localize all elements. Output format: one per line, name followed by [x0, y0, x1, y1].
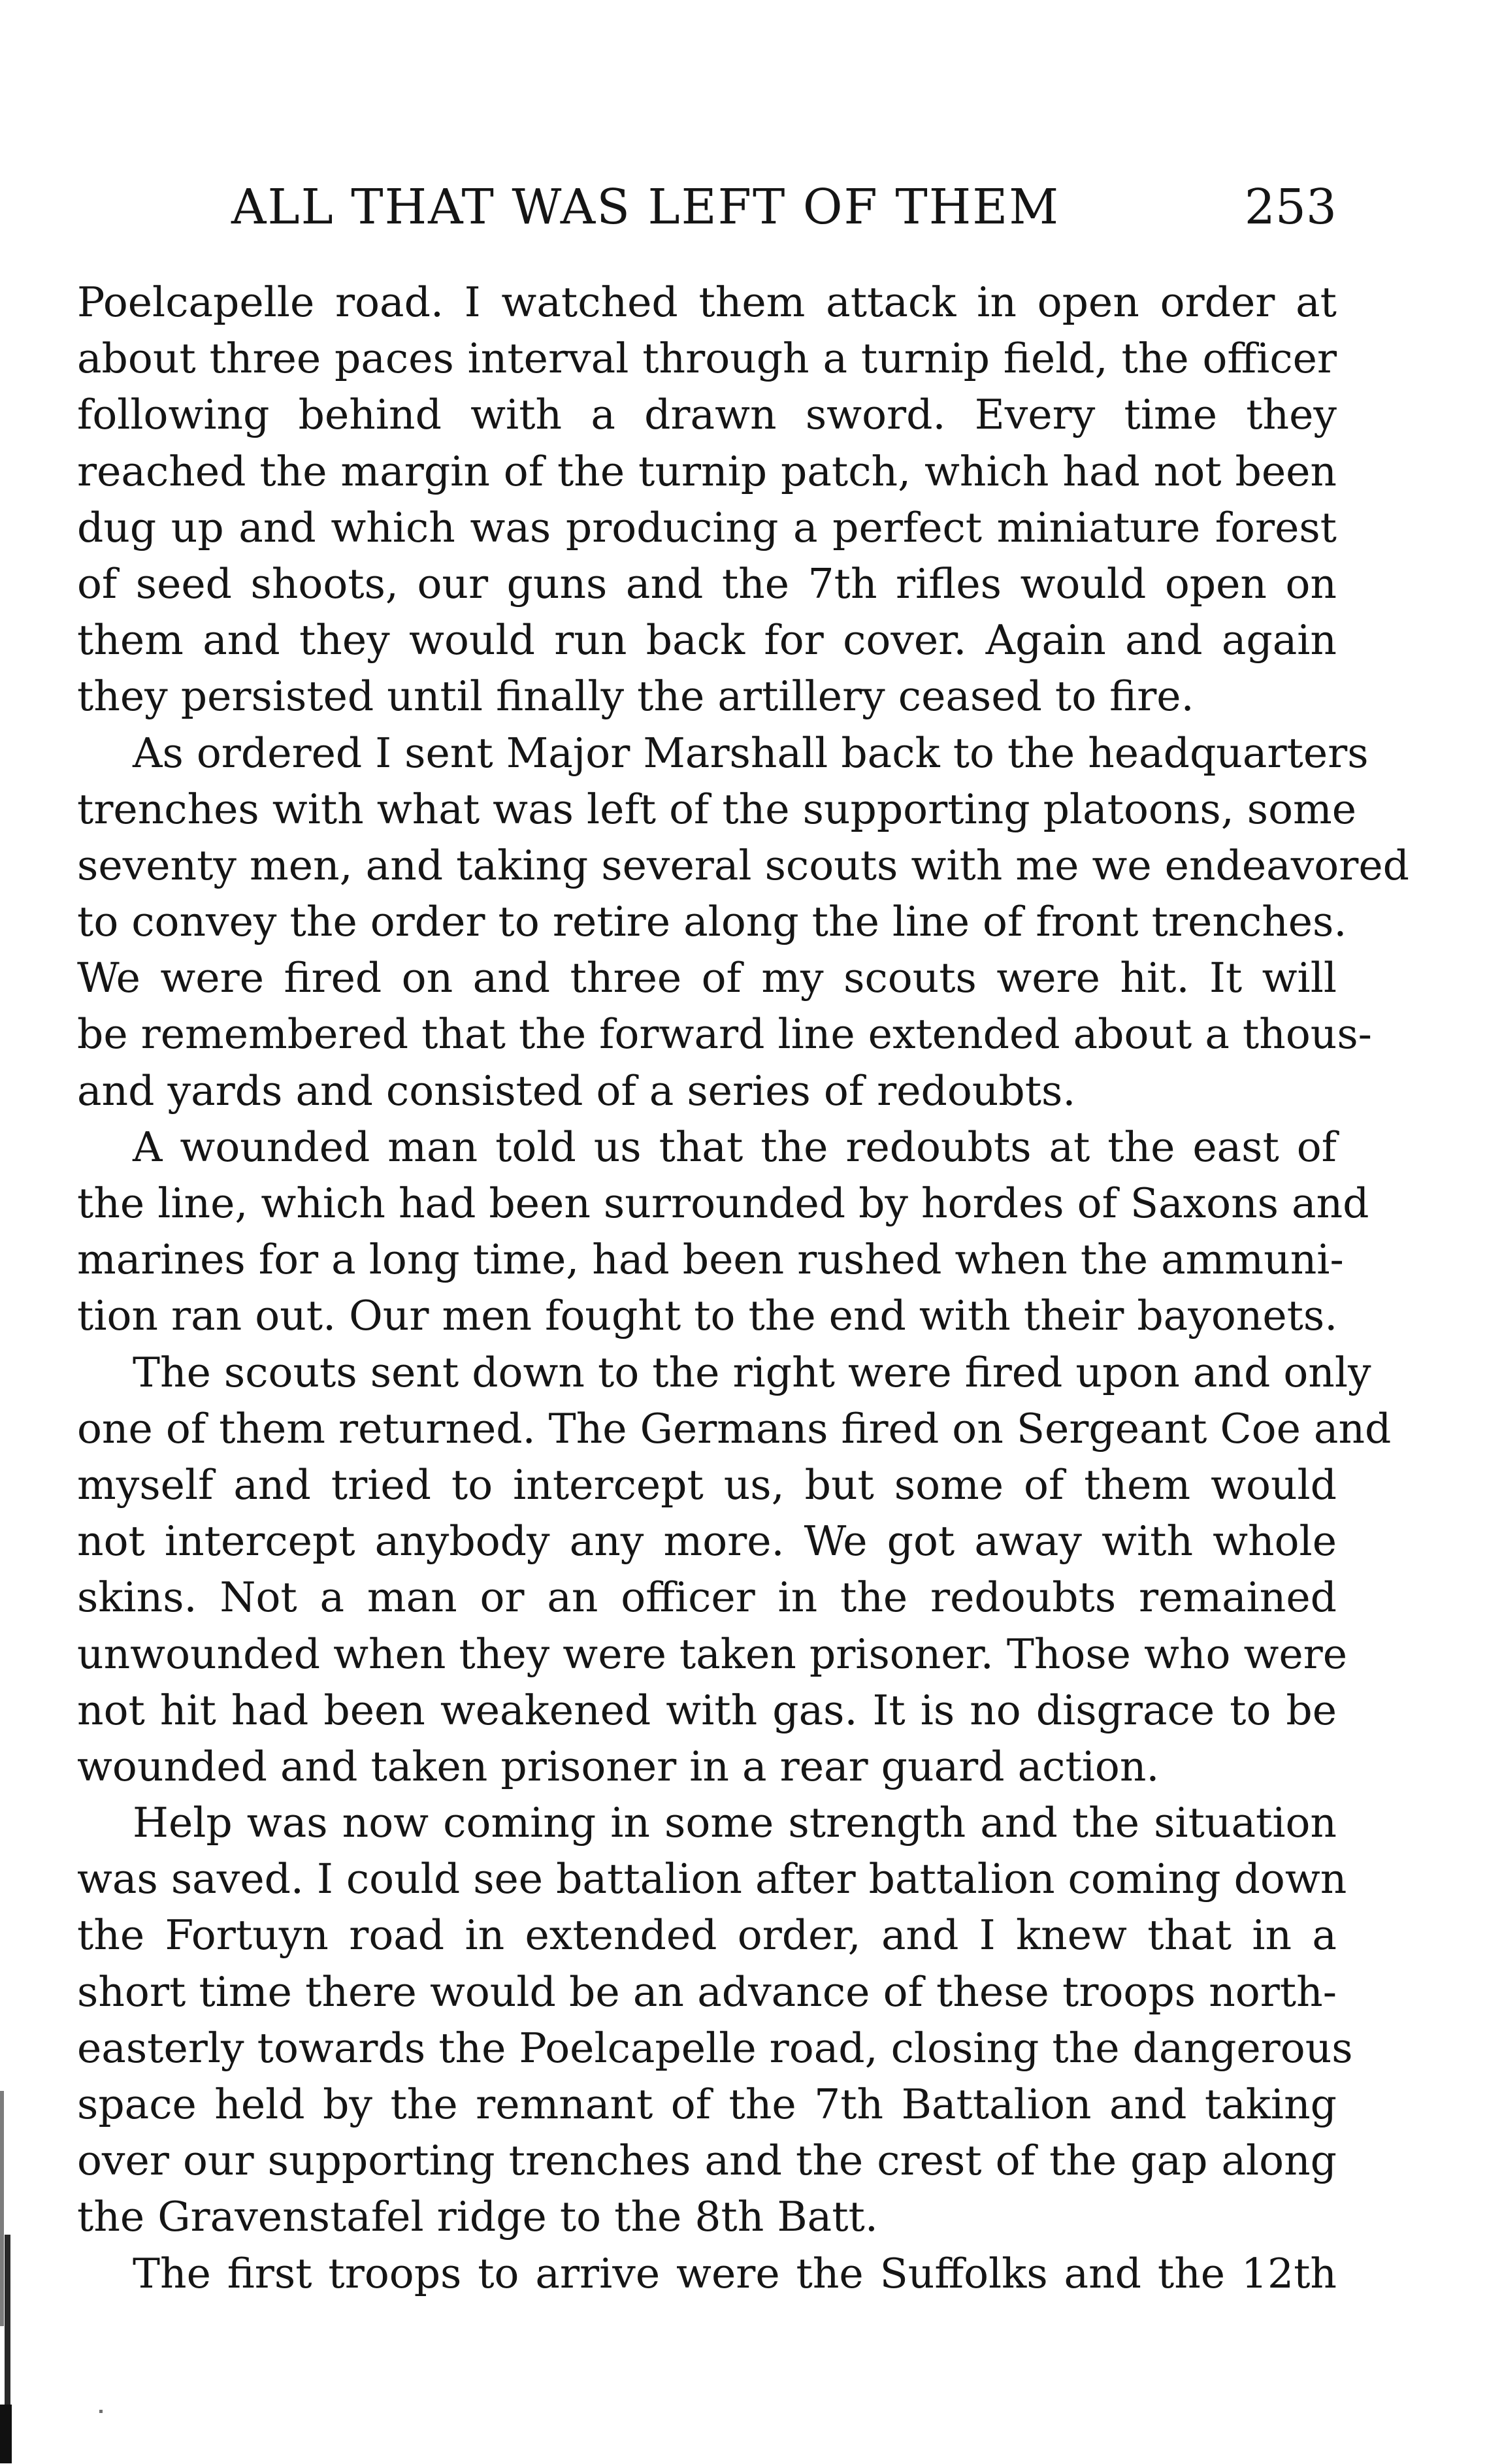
page-number: 253: [1244, 179, 1337, 235]
text-line: myself and tried to intercept us, but some of them would: [77, 1460, 1337, 1509]
text-line: skins. Not a man or an officer in the redoubts remained: [77, 1573, 1337, 1622]
paragraph-first-line: A wounded man told us that the redoubts at the east of: [133, 1123, 1337, 1171]
text-line: over our supporting trenches and the crest of the gap along: [77, 2137, 1337, 2185]
text-line: about three paces interval through a turnip field, the officer: [77, 335, 1337, 383]
text-line: Poelcapelle road. I watched them attack in open order at: [77, 278, 1337, 326]
text-line: easterly towards the Poelcapelle road, closing the dangerous: [77, 2024, 1353, 2072]
text-line: the Fortuyn road in extended order, and I knew that in a: [77, 1911, 1337, 1960]
text-line: and yards and consisted of a series of redoubts.: [77, 1066, 1076, 1115]
text-line: wounded and taken prisoner in a rear guard action.: [77, 1742, 1160, 1790]
text-line: the line, which had been surrounded by hordes of Saxons and: [77, 1179, 1369, 1227]
text-line: not intercept anybody any more. We got away with whole: [77, 1517, 1337, 1566]
running-header: [77, 171, 1337, 243]
text-line: be remembered that the forward line extended about a thous-: [77, 1010, 1372, 1059]
text-line: trenches with what was left of the supporting platoons, some: [77, 785, 1357, 833]
text-line: they persisted until finally the artillery ceased to fire.: [77, 672, 1194, 721]
paragraph-first-line: Help was now coming in some strength and the situation: [133, 1799, 1337, 1847]
text-line: unwounded when they were taken prisoner. Those who were: [77, 1630, 1348, 1678]
text-line: short time there would be an advance of these troops north-: [77, 1967, 1337, 2016]
paragraph-first-line: As ordered I sent Major Marshall back to the headquarters: [133, 729, 1369, 777]
body-text: [77, 274, 1409, 2302]
text-line: reached the margin of the turnip patch, which had not been: [77, 447, 1337, 495]
text-line: to convey the order to retire along the line of front trenches.: [77, 898, 1347, 946]
text-line: of seed shoots, our guns and the 7th rifles would open on: [77, 559, 1337, 608]
text-line: was saved. I could see battalion after battalion coming down: [77, 1855, 1347, 1903]
scan-edge-mark: [0, 2405, 12, 2463]
running-title: ALL THAT WAS LEFT OF THEM: [231, 179, 1060, 235]
paragraph-first-line: The scouts sent down to the right were fired upon and only: [133, 1348, 1371, 1396]
text-line: one of them returned. The Germans fired on Sergeant Coe and: [77, 1404, 1392, 1453]
text-line: space held by the remnant of the 7th Battalion and taking: [77, 2080, 1337, 2128]
text-line: not hit had been weakened with gas. It is no disgrace to be: [77, 1686, 1337, 1734]
text-line: marines for a long time, had been rushed when the ammuni-: [77, 1236, 1344, 1284]
text-line: them and they would run back for cover. Again and again: [77, 616, 1337, 665]
text-line: We were fired on and three of my scouts were hit. It will: [77, 954, 1337, 1002]
text-line: following behind with a drawn sword. Every time they: [77, 391, 1337, 439]
text-line: tion ran out. Our men fought to the end with their bayonets.: [77, 1292, 1338, 1340]
paragraph-first-line: The first troops to arrive were the Suffolks and the 12th: [133, 2249, 1337, 2297]
scan-speck: [99, 2410, 103, 2413]
scan-edge-mark: [0, 2091, 4, 2326]
text-line: seventy men, and taking several scouts with me we endeavored: [77, 841, 1409, 889]
text-line: the Gravenstafel ridge to the 8th Batt.: [77, 2193, 878, 2241]
text-line: dug up and which was producing a perfect miniature forest: [77, 503, 1337, 551]
